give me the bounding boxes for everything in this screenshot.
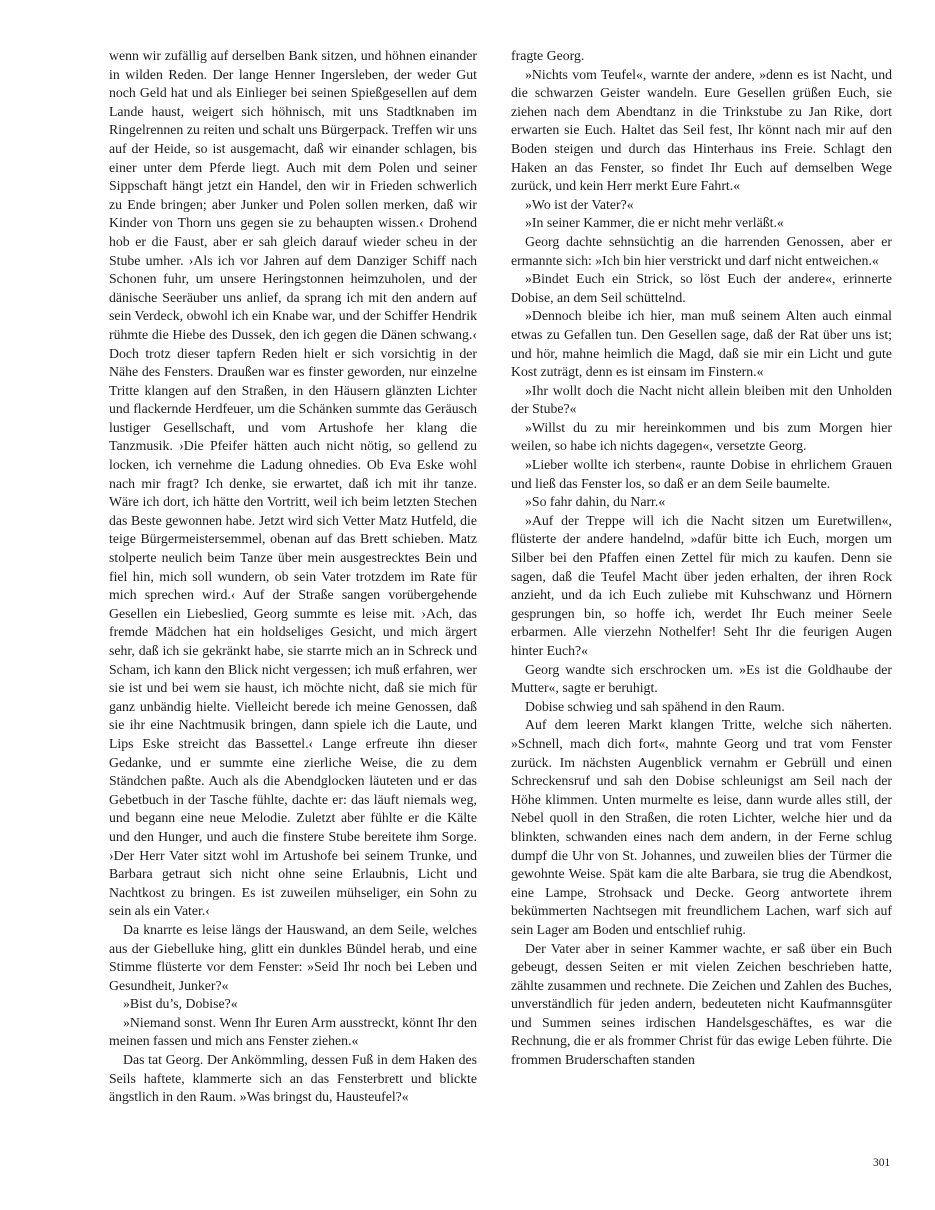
paragraph: »Wo ist der Vater?« xyxy=(525,196,634,212)
paragraph: Georg wandte sich erschrocken um. »Es ist die Goldhaube der Mutter«, sagte er beruhigt. xyxy=(511,661,892,696)
paragraph: »Dennoch bleibe ich hier, man muß seinem Alten auch einmal etwas zu Gefallen tun. Den Gesellen sage, daß der Rat über uns ist; und hör, mahne heimlich die Magd, daß sie mir ein Licht und gute Kost zuträgt, denn es ist einsam im Finstern.« xyxy=(511,308,892,380)
page-number: 301 xyxy=(873,1157,891,1169)
paragraph: Da knarrte es leise längs der Hauswand, an dem Seile, welches aus der Giebelluke hing, glitt ein dunkles Bündel herab, und eine Stimme flüsterte vor dem Fenster: »Seid Ihr noch bei Leben und Gesundheit, Junker?« xyxy=(109,921,477,993)
paragraph: Der Vater aber in seiner Kammer wachte, er saß über ein Buch gebeugt, dessen Seiten er mit vielen Zeichen beschrieben hatte, zählte zusammen und rechnete. Die Zeichen und Zahlen des Buches, unverständlich für jeden andern, bedeuteten nicht Kaufmannsgüter und Summen seines irdischen Handelsgeschäftes, es war die Rechnung, die er als frommer Christ für das ewige Leben führte. Die frommen Bruderschaften standen xyxy=(511,940,892,1068)
paragraph: »Auf der Treppe will ich die Nacht sitzen um Euretwillen«, flüsterte der andere handelnd, »dafür bitte ich Euch, morgen um Silber bei den Pfaffen einen Zettel für mich zu kaufen. Denn sie sagen, daß die Teufel Macht über jeden erhalten, der ihren Rock anzieht, und da ich Euch zuliebe mit Kuhschwanz und Hörnern gesprungen bin, so hoffe ich, werdet Ihr Euch meiner Seele erbarmen. Alle vierzehn Nothelfer! Seht Ihr die feurigen Augen hinter Euch?« xyxy=(511,512,892,658)
left-text-column xyxy=(109,47,477,1107)
paragraph: »So fahr dahin, du Narr.« xyxy=(525,494,666,510)
paragraph: »Nichts vom Teufel«, warnte der andere, »denn es ist Nacht, und die schwarzen Geister wandeln. Eure Gesellen grüßen Euch, sie ziehen nach dem Abendtanz in die Trinkstube zu Jan Rike, dort erwarten sie Euch. Haltet das Seil fest, Ihr könnt nach mir auf den Boden steigen und durch das Hinterhaus ins Freie. Schlagt den Haken an das Fenster, so findet Ihr Euch auf demselben Wege zurück, und kein Herr merkt Eure Fahrt.« xyxy=(511,66,892,194)
paragraph: fragte Georg. xyxy=(511,48,585,63)
paragraph: »Willst du zu mir hereinkommen und bis zum Morgen hier weilen, so habe ich nichts dagegen«, versetzte Georg. xyxy=(511,419,892,454)
right-text-column xyxy=(511,47,892,1070)
paragraph: »In seiner Kammer, die er nicht mehr verläßt.« xyxy=(525,215,784,231)
paragraph: »Lieber wollte ich sterben«, raunte Dobise in ehrlichem Grauen und ließ das Fenster los, so daß er an dem Seile baumelte. xyxy=(511,457,892,491)
paragraph: »Bist du’s, Dobise?« xyxy=(123,996,238,1012)
paragraph: »Ihr wollt doch die Nacht nicht allein bleiben mit den Unholden der Stube?« xyxy=(511,382,892,417)
paragraph: wenn wir zufällig auf derselben Bank sitzen, und höhnen einander in wilden Reden. Der lange Henner Ingersleben, der weder Gut noch Geld hat und als Einlieger bei seinen Spießgesellen auf dem Lande haust, weigert sich höhnisch, mit uns Stadtknaben im Ringelrennen zu reiten und schalt uns Bürgerpack. Treffen wir uns auf der Heide, so ist ausgemacht, daß wir einander schlagen, bis einer unter dem Pferde liegt. Auch mit dem Polen und seiner Sippschaft hängt jetzt ein Handel, den wir in Frieden schwerlich zu Ende bringen; aber Junker und Polen sollen merken, daß wir Kinder von Thorn uns gegen sie zu behaupten wissen.‹ Drohend hob er die Faust, aber er sah gleich darauf wieder scheu in der Stube umher. ›Als ich vor Jahren auf dem Danziger Schiff nach Schonen fuhr, um unsere Heringstonnen heimzuholen, und der dänische Seeräuber uns anlief, da sprang ich mit den andern auf sein Verdeck, obwohl ich ein Knabe war, und der Schiffer Hendrik rühmte die Hiebe des Dussek, den ich gegen die Dänen schwang.‹ Doch trotz dieser tapfern Reden hielt er sich vorsichtig in der Nähe des Fensters. Draußen war es finster geworden, nur einzelne Tritte klangen auf den Straßen, in den Häusern glänzten Lichter und flackernde Herdfeuer, um die Schänken summte das Geräusch lustiger Gesellschaft, und vom Artushofe her klang die Tanzmusik. ›Die Pfeifer hätten auch nicht nötig, so gellend zu locken, ich vernehme die Ladung ohnedies. Ob Eva Eske wohl nach mir fragt? Ich denke, sie erwartet, daß ich mit ihr tanze. Wäre ich dort, ich hätte den Vortritt, weil ich beim letzten Stechen das Beste gewonnen habe. Jetzt wird sich Vetter Matz Hutfeld, die teige Bürgermeistersemmel, obenan auf das Brett schieben. Matz stolperte neulich beim Tanze über mein ausgestrecktes Bein und fiel hin, mich soll wundern, ob sein Vater trotzdem im Rate für mich sprechen wird.‹ Auf der Straße sangen vorübergehende Gesellen ein Liebeslied, Georg summte es leise mit. ›Ach, das fremde Mädchen hat ein holdseliges Gesicht, und mich ärgert sehr, daß ich sie gekränkt habe, sie starrte mich an in Schreck und Scham, ich kann den Blick nicht vergessen; ich muß erfahren, wer sie ist und bei wem sie haust, ich möchte nicht, daß sie mich für ganz unbändig hielte. Vielleicht berede ich meine Genossen, daß sie ihr eine Nachtmusik bringen, dann spiele ich die Laute, und Lips Eske streicht das Bassettel.‹ Lange erfreute ihn dieser Gedanke, und er summte eine zierliche Weise, die zu dem Ständchen paßte. Auch als die Abendglocken läuteten und er das Gebetbuch in der Tasche fühlte, dachte er: das läuft niemals weg, und begann eine neue Melodie. Zuletzt aber fühlte er die Kälte und den Hunger, und auch die finstere Stube bereitete ihm Sorge. ›Der Herr Vater sitzt wohl im Artushofe bei seinem Trunke, und Barbara getraut sich nicht ohne seine Erlaubnis, Licht und Nachtkost zu bringen. Es ist zuweilen mühseliger, ein Sohn zu sein als ein Vater.‹ xyxy=(109,48,477,919)
paragraph: Das tat Georg. Der Ankömmling, dessen Fuß in dem Haken des Seils haftete, klammerte sich an das Fensterbrett und blickte ängstlich in den Raum. »Was bringst du, Hausteufel?« xyxy=(109,1052,477,1105)
paragraph: Auf dem leeren Markt klangen Tritte, welche sich näherten. »Schnell, mach dich fort«, mahnte Georg und trat vom Fenster zurück. Im nächsten Augenblick vernahm er Gebrüll und einen Schreckensruf und sah den Dobise schleunigst am Seil nach der Höhe klimmen. Unten murmelte es leise, dann wurde alles still, der Nebel quoll in den Straßen, die roten Lichter, welche hier und da blinkten, schwanden eines nach dem andern, in der Ferne schlug dumpf die Uhr von St. Johannes, und zuweilen blies der Türmer die gewohnte Weise. Spät kam die alte Barbara, sie trug die Abendkost, eine Lampe, Strohsack und Decke. Georg antwortete ihrem bekümmerten Nachtsegen mit freundlichem Lachen, warf sich auf sein Lager am Boden und entschlief ruhig. xyxy=(511,717,892,937)
paragraph: Dobise schwieg und sah spähend in den Raum. xyxy=(525,698,785,714)
paragraph: »Niemand sonst. Wenn Ihr Euren Arm ausstreckt, könnt Ihr den meinen fassen und mich ans Fenster ziehen.« xyxy=(109,1014,477,1049)
paragraph: »Bindet Euch ein Strick, so löst Euch der andere«, erinnerte Dobise, an dem Seil schüttelnd. xyxy=(511,271,892,305)
paragraph: Georg dachte sehnsüchtig an die harrenden Genossen, aber er ermannte sich: »Ich bin hier verstrickt und darf nicht entweichen.« xyxy=(511,233,892,268)
